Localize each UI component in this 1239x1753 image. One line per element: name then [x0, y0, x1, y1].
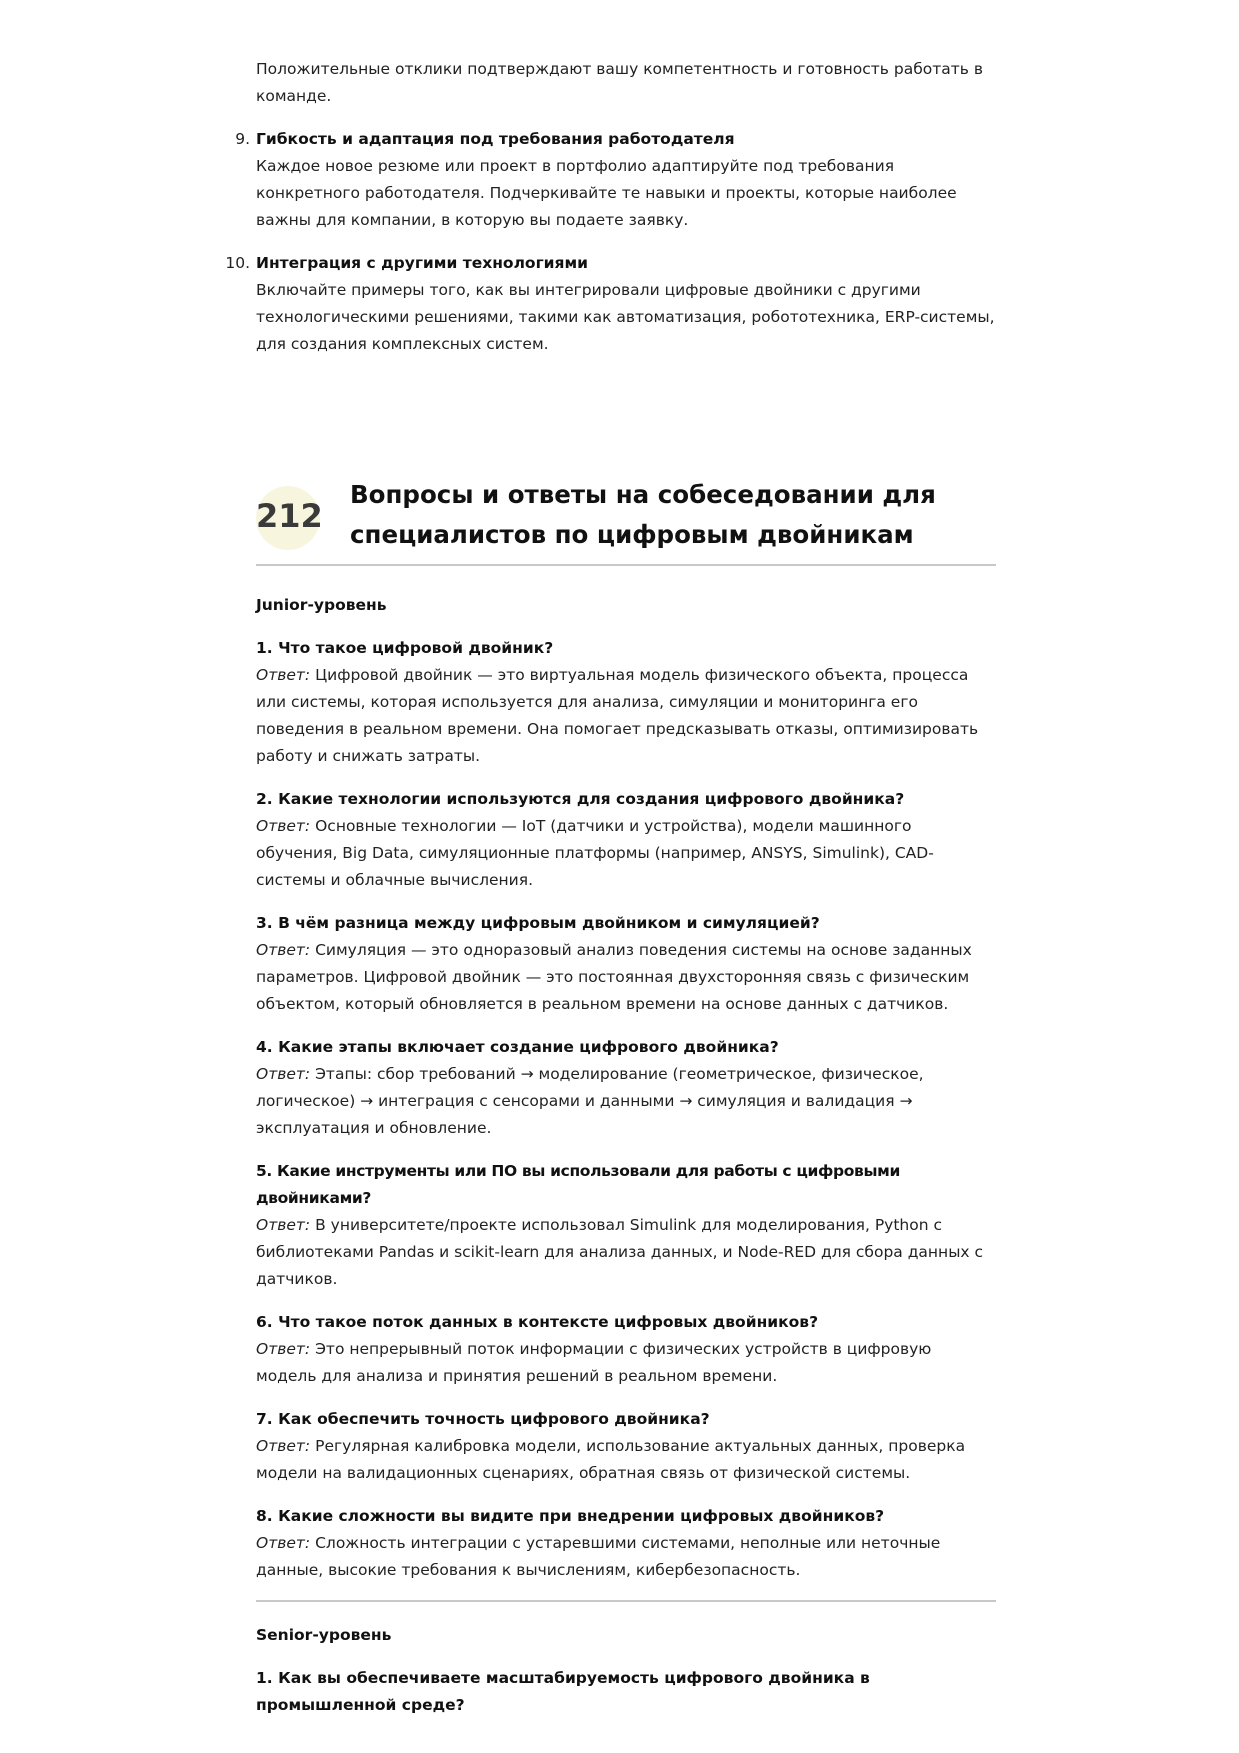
answer-text: Сложность интеграции с устаревшими системами, неполные или неточные данные, высокие требования к вычислениям, кибербезопасность. — [256, 1534, 941, 1579]
question: 5. Какие инструменты или ПО вы использовали для работы с цифровыми двойниками? — [256, 1162, 900, 1207]
answer — [256, 1336, 996, 1390]
answer — [256, 1061, 996, 1142]
answer-label: Ответ: — [256, 1534, 311, 1552]
question: 1. Как вы обеспечиваете масштабируемость цифрового двойника в промышленной среде? — [256, 1669, 870, 1714]
qa-item — [256, 1309, 996, 1390]
answer-label: Ответ: — [256, 1437, 311, 1455]
question: 8. Какие сложности вы видите при внедрении цифровых двойников? — [256, 1507, 885, 1525]
list-item-10 — [216, 250, 996, 358]
answer-label: Ответ: — [256, 1340, 311, 1358]
list-item-number: 10. — [225, 254, 250, 272]
junior-level-heading: Junior-уровень — [256, 596, 387, 614]
top-numbered-list — [225, 56, 996, 358]
question: 1. Что такое цифровой двойник? — [256, 639, 554, 657]
qa-item — [256, 786, 996, 894]
qa-item — [256, 1158, 996, 1293]
answer-label: Ответ: — [256, 817, 311, 835]
qa-content — [256, 592, 996, 1719]
question: 2. Какие технологии используются для создания цифрового двойника? — [256, 790, 905, 808]
list-item-8-continuation: Положительные отклики подтверждают вашу компетентность и готовность работать в команде. — [256, 60, 984, 105]
answer-text: Симуляция — это одноразовый анализ поведения системы на основе заданных параметров. Цифровой двойник — это постоянная двухсторонняя связь с физическим объектом, который обновляется в реальном времени на основе данных с датчиков. — [256, 941, 972, 1013]
question: 7. Как обеспечить точность цифрового двойника? — [256, 1410, 710, 1428]
level-divider — [256, 1600, 996, 1602]
answer — [256, 1530, 996, 1584]
answer-text: Этапы: сбор требований → моделирование (геометрическое, физическое, логическое) → интеграция с сенсорами и данными → симуляция и валидация → эксплуатация и обновление. — [256, 1065, 924, 1137]
list-item-text: Включайте примеры того, как вы интегрировали цифровые двойники с другими технологическими решениями, такими как автоматизация, робототехника, ERP-системы, для создания комплексных систем. — [256, 281, 995, 353]
answer-text: Регулярная калибровка модели, использование актуальных данных, проверка модели на валидационных сценариях, обратная связь от физической системы. — [256, 1437, 966, 1482]
list-item-title: Интеграция с другими технологиями — [256, 254, 589, 272]
list-item-number: 9. — [235, 130, 250, 148]
answer-text: Это непрерывный поток информации с физических устройств в цифровую модель для анализа и принятия решений в реальном времени. — [256, 1340, 932, 1385]
answer — [256, 813, 996, 894]
qa-item — [256, 635, 996, 770]
section-number: 212 — [256, 497, 323, 535]
qa-item — [256, 1503, 996, 1584]
answer-text: В университете/проекте использовал Simulink для моделирования, Python с библиотеками Pandas и scikit-learn для анализа данных, и Node-RED для сбора данных с датчиков. — [256, 1216, 984, 1288]
list-item-title: Гибкость и адаптация под требования работодателя — [256, 130, 735, 148]
question: 6. Что такое поток данных в контексте цифровых двойников? — [256, 1313, 819, 1331]
qa-item — [256, 910, 996, 1018]
answer — [256, 662, 996, 770]
qa-item — [256, 1034, 996, 1142]
question: 3. В чём разница между цифровым двойником и симуляцией? — [256, 914, 820, 932]
answer-label: Ответ: — [256, 941, 311, 959]
list-item-text: Каждое новое резюме или проект в портфолио адаптируйте под требования конкретного работодателя. Подчеркивайте те навыки и проекты, которые наиболее важны для компании, в которую вы подаете заявку. — [256, 157, 957, 229]
senior-level-heading: Senior-уровень — [256, 1626, 392, 1644]
answer — [256, 937, 996, 1018]
answer-text: Цифровой двойник — это виртуальная модель физического объекта, процесса или системы, которая используется для анализа, симуляции и мониторинга его поведения в реальном времени. Она помогает предсказывать отказы, оптимизировать работу и снижать затраты. — [256, 666, 979, 765]
question: 4. Какие этапы включает создание цифрового двойника? — [256, 1038, 779, 1056]
answer-text: Основные технологии — IoT (датчики и устройства), модели машинного обучения, Big Data, симуляционные платформы (например, ANSYS, Simulink), CAD-системы и облачные вычисления. — [256, 817, 934, 889]
answer-label: Ответ: — [256, 1216, 311, 1234]
answer — [256, 1212, 996, 1293]
section-title: Вопросы и ответы на собеседовании для специалистов по цифровым двойникам — [350, 480, 936, 549]
qa-item — [256, 1406, 996, 1487]
list-item-9 — [216, 126, 996, 234]
answer — [256, 1433, 996, 1487]
answer-label: Ответ: — [256, 666, 311, 684]
answer-label: Ответ: — [256, 1065, 311, 1083]
section-header — [256, 480, 996, 566]
